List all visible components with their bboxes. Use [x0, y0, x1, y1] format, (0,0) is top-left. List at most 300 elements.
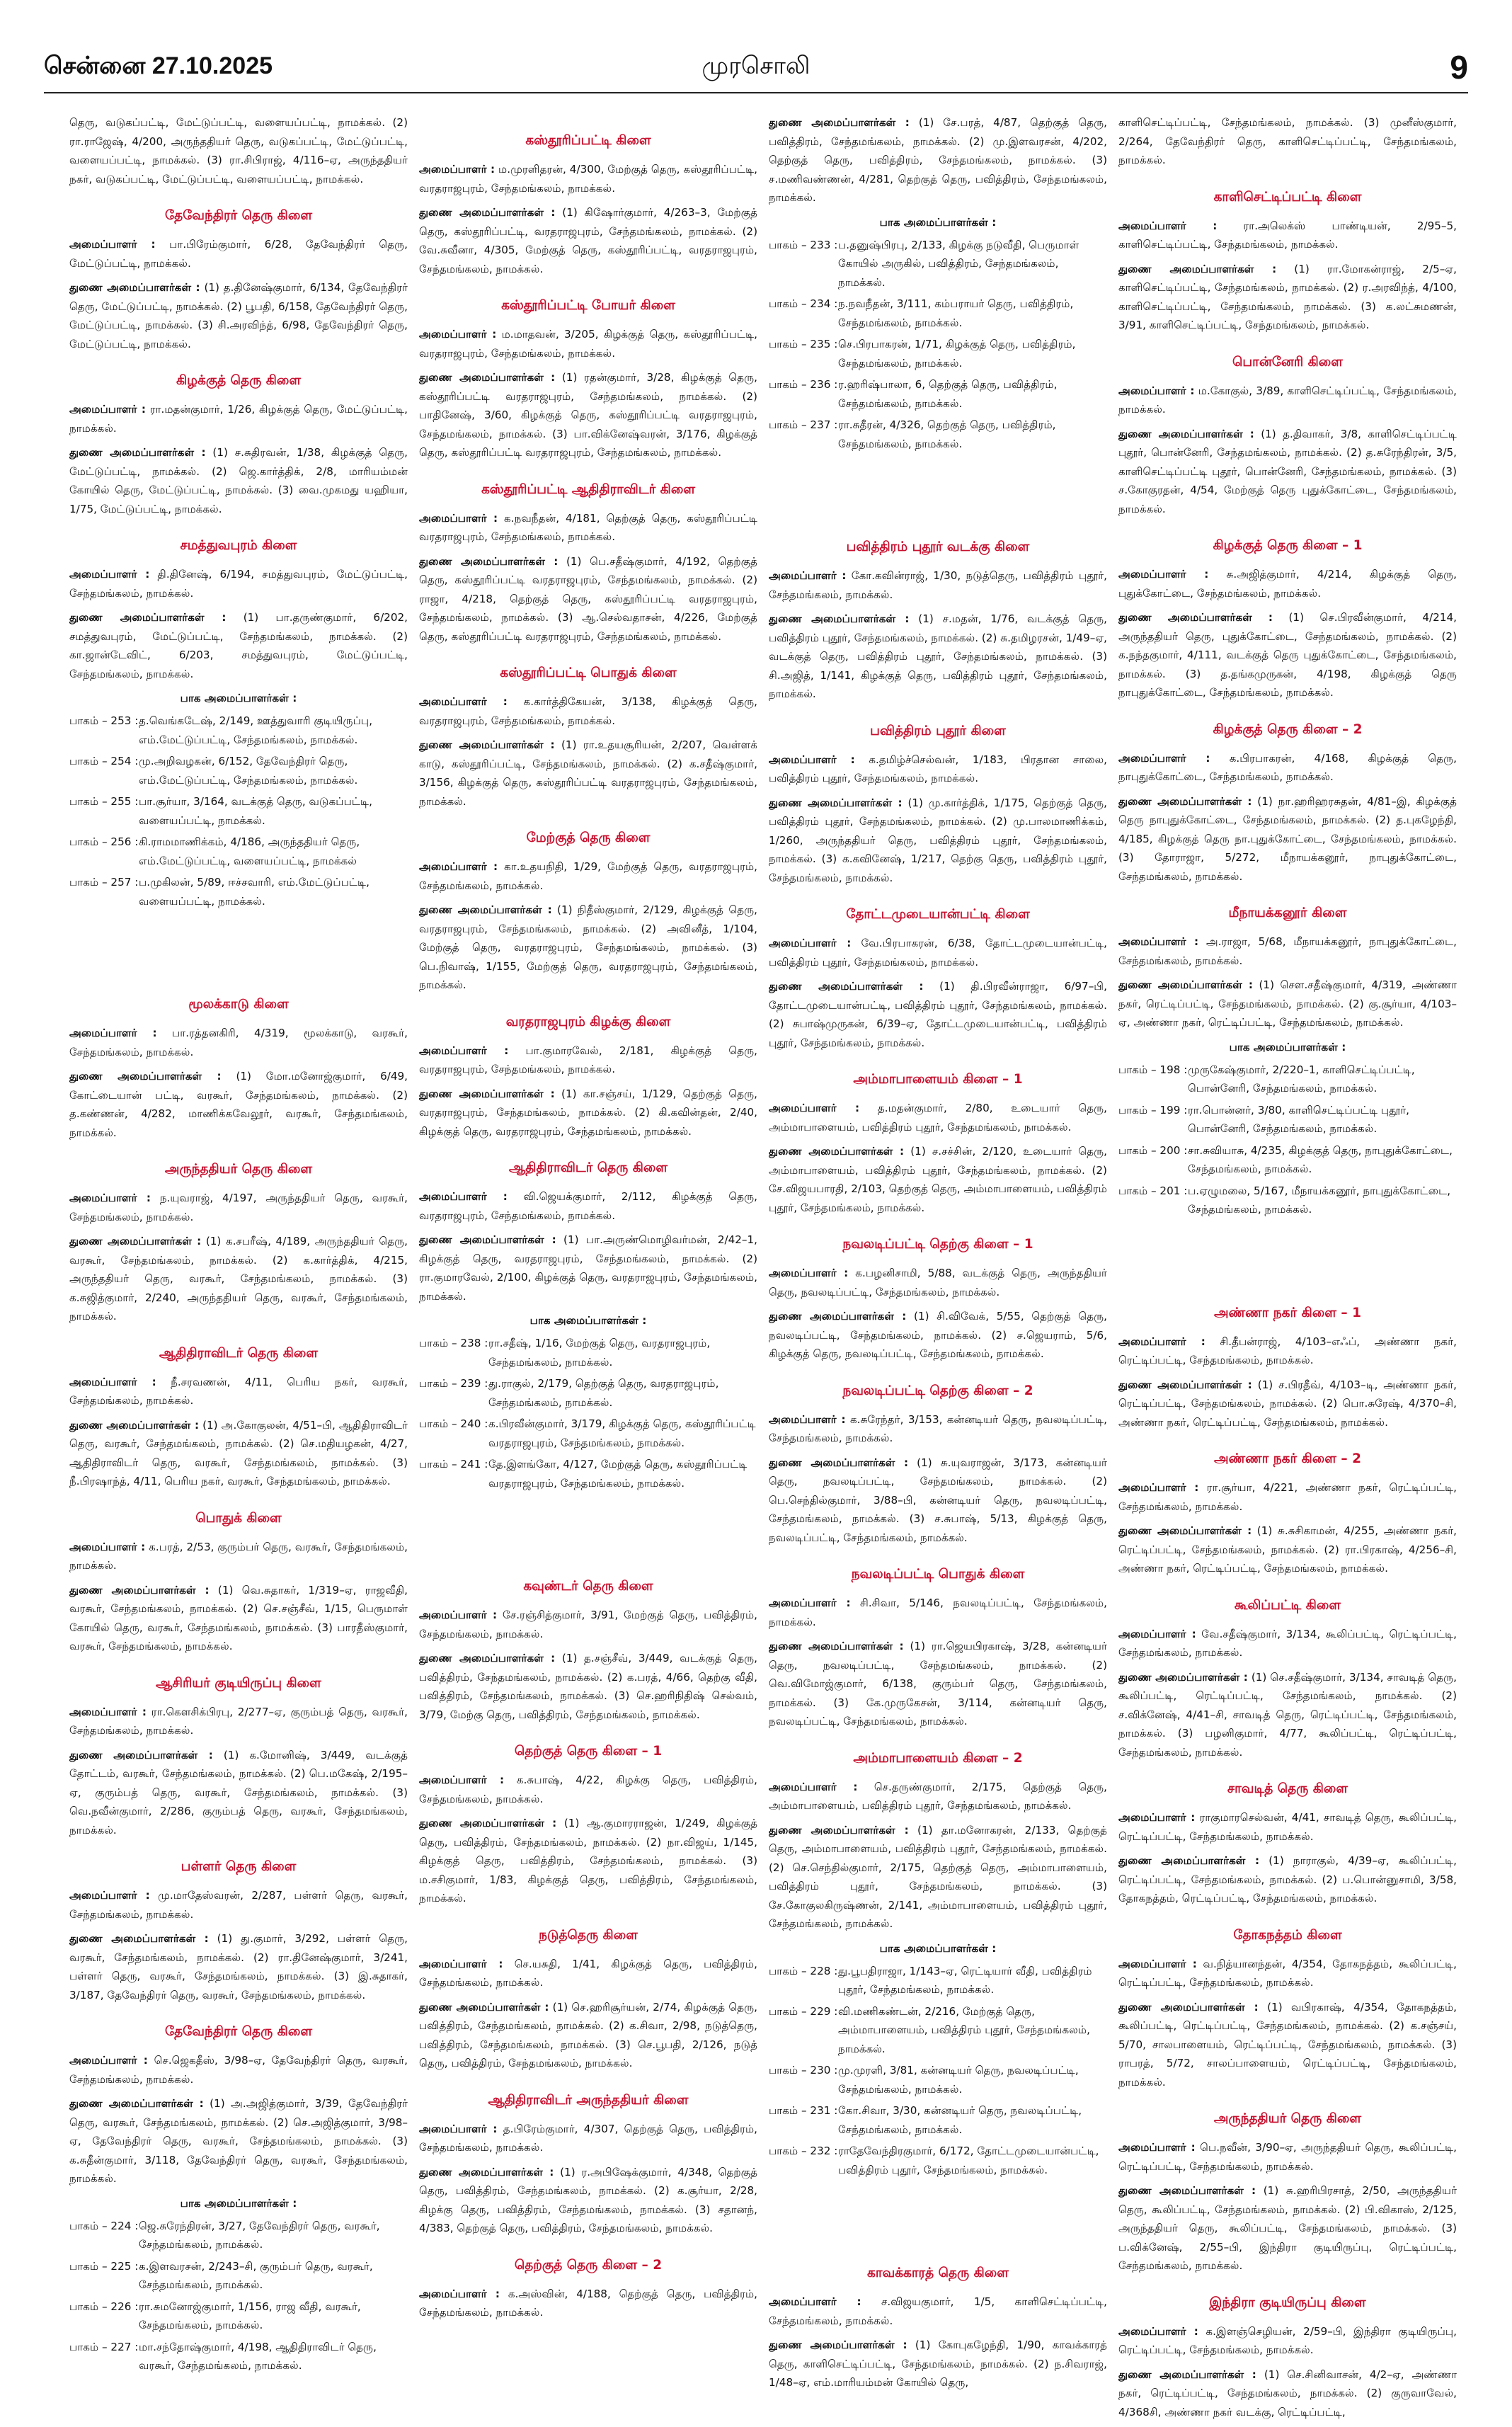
entry-paragraph — [769, 610, 1107, 704]
role-label: துணை அமைப்பாளர்கள் : — [419, 2000, 549, 2014]
member-details: (1) செ.ஹரிசூர்யன், 2/74, கிழக்குத் தெரு, பவித்திரம், சேந்தமங்கலம், நாமக்கல். (2) க.சிவா, 2/98, நடுத்தெரு, பவித்திரம், சேந்தமங்கலம், நாமக்கல். (3) செ.பூபதி, 2/126, நடுத் தெரு, பவித்திரம், சேந்தமங்கலம், நாமக்கல். — [419, 2000, 757, 2069]
role-label: அமைப்பாளர் : — [419, 2287, 500, 2300]
role-label: அமைப்பாளர் : — [419, 860, 498, 873]
booth-entry — [769, 1962, 1107, 1999]
member-details: (1) நிதீஸ்குமார், 2/129, கிழக்குத் தெரு, வரதராஜபுரம், சேந்தமங்கலம், நாமக்கல். (2) அவினீத், 1/104, மேற்குத் தெரு, வரதராஜபுரம், சேந்தமங்கலம், நாமக்கல். (3) பெ.நிவாஷ், 1/155, மேற்குத் தெரு, வரதராஜபுரம், சேந்தமங்கலம், நாமக்கல். — [419, 903, 757, 991]
member-details: பா.ரத்தனகிரி, 4/319, மூலக்காடு, வரகூர், சேந்தமங்கலம், நாமக்கல். — [69, 1027, 408, 1058]
branch-heading: சமத்துவபுரம் கிளை — [180, 538, 297, 553]
booth-entry — [769, 375, 1107, 413]
role-label: அமைப்பாளர் : — [419, 1957, 503, 1970]
section-subheading: பாக அமைப்பாளர்கள் : — [879, 1941, 997, 1955]
role-label: அமைப்பாளர் : — [769, 937, 852, 949]
entry-paragraph — [69, 1189, 408, 1226]
continued-text: தெரு, வடுகப்பட்டி, மேட்டுப்பட்டி, வளையப்பட்டி, நாமக்கல். (2) ரா.ராஜேஷ், 4/200, அருந்ததியர் தெரு, வடுகப்பட்டி, மேட்டுப்பட்டி, வளையப்பட்டி, நாமக்கல். (3) ரா.சிபிராஜ், 4/116–ஏ, அருந்ததியர் நகர், வடுகப்பட்டி, மேட்டுப்பட்டி, வளையப்பட்டி, நாமக்கல். — [69, 116, 408, 185]
member-details: (1) ரா.மோகன்ராஜ், 2/5–ஏ, காளிசெட்டிப்பட்டி, சேந்தமங்கலம், நாமக்கல். (2) ர.அரவிந்த், 4/100, காளிசெட்டிப்பட்டி, சேந்தமங்கலம், நாமக்கல். (3) க.லட்சுமணன், 3/91, காளிசெட்டிப்பட்டி, சேந்தமங்கலம், நாமக்கல். — [1118, 262, 1457, 331]
branch-heading: அம்மாபாளையம் கிளை – 1 — [853, 1072, 1023, 1087]
member-details: க.பரத், 2/53, குரும்பர் தெரு, வரகூர், சேந்தமங்கலம், நாமக்கல். — [69, 1540, 408, 1572]
booth-number: பாகம் – 231 : — [769, 2104, 838, 2117]
role-label: அமைப்பாளர் : — [769, 753, 855, 766]
member-details: சி.சிவா, 5/146, நவலடிப்பட்டி, சேந்தமங்கலம், நாமக்கல். — [769, 1597, 1107, 1628]
branch-heading: கஸ்தூரிப்பட்டி ஆதிதிராவிடர் கிளை — [481, 481, 696, 497]
booth-number: பாகம் – 232 : — [769, 2145, 838, 2157]
member-details: க.தமிழ்ச்செல்வன், 1/183, பிரதான சாலை, பவித்திரம் புதூர், சேந்தமங்கலம், நாமக்கல். — [769, 753, 1107, 784]
entry-paragraph — [1118, 2181, 1457, 2275]
newspaper-name: முரசொலி — [701, 52, 811, 80]
member-details: (1) மோ.மனோஜ்குமார், 6/49, கோட்டையான் பட்டி, வரகூர், சேந்தமங்கலம், நாமக்கல். (2) த.கண்ணன், 4/282, மாணிக்கவேலூர், வரகூர், சேந்தமங்கலம், நாமக்கல். — [69, 1070, 408, 1139]
branch-heading: நடுத்தெரு கிளை — [539, 1927, 638, 1943]
entry-paragraph — [769, 1821, 1107, 1934]
role-label: துணை அமைப்பாளர்கள் : — [769, 116, 910, 129]
member-details: க.சுபாஷ், 4/22, கிழக்கு தெரு, பவித்திரம், சேந்தமங்கலம், நாமக்கல். — [419, 1774, 757, 1805]
entry-paragraph — [419, 1085, 757, 1141]
booth-organiser: வி.மணிகண்டன், 2/216, மேற்குத் தெரு, அம்மாபாளையம், பவித்திரம் புதூர், சேந்தமங்கலம், நாமக்கல். — [838, 2004, 1090, 2055]
branch-heading: வரதராஜபுரம் கிழக்கு கிளை — [505, 1014, 671, 1029]
branch-heading: கிழக்குத் தெரு கிளை – 2 — [1213, 721, 1363, 737]
role-label: துணை அமைப்பாளர்கள் : — [69, 1748, 213, 1761]
role-label: துணை அமைப்பாளர்கள் : — [69, 281, 200, 294]
entry-paragraph — [769, 1778, 1107, 1815]
branch-heading: நவலடிப்பட்டி தெற்கு கிளை – 1 — [842, 1237, 1033, 1252]
branch-heading: அண்ணா நகர் கிளை – 2 — [1214, 1451, 1361, 1466]
entry-paragraph — [1118, 976, 1457, 1032]
role-label: துணை அமைப்பாளர்கள் : — [69, 1932, 209, 1945]
role-label: அமைப்பாளர் : — [69, 1540, 146, 1553]
entry-paragraph — [769, 1410, 1107, 1448]
booth-number: பாகம் – 241 : — [419, 1458, 488, 1471]
booth-organiser: ந.நவநீதன், 3/111, கம்பராயர் தெரு, பவித்திரம், சேந்தமங்கலம், நாமக்கல். — [838, 297, 1074, 329]
member-details: (1) ர.அபிஷேக்குமார், 4/348, தெற்குத் தெரு, பவித்திரம், சேந்தமங்கலம், நாமக்கல். (2) க.சூர்யா, 2/28, கிழக்கு தெரு, பவித்திரம், சேந்தமங்கலம், நாமக்கல். (3) சதானந், 4/383, தெற்குத் தெரு, பவித்திரம், சேந்தமங்கலம், நாமக்கல். — [419, 2165, 757, 2234]
booth-organiser: ப.தனுஷ்பிரபு, 2/133, கிழக்கு நடுவீதி, பெருமாள் கோயில் அருகில், பவித்திரம், சேந்தமங்கலம், நாமக்கல். — [838, 238, 1079, 289]
booth-entry — [1118, 1141, 1457, 1179]
role-label: அமைப்பாளர் : — [1118, 2141, 1196, 2154]
role-label: அமைப்பாளர் : — [419, 511, 498, 525]
branch-heading: தேவேந்திரர் தெரு கிளை — [164, 208, 313, 223]
entry-paragraph — [1118, 425, 1457, 519]
branch-heading: பவித்திரம் புதூர் கிளை — [870, 723, 1006, 738]
branch-heading: கூலிப்பட்டி கிளை — [1234, 1597, 1341, 1613]
member-details: (1) சே.பரத், 4/87, தெற்குத் தெரு, பவித்திரம், சேந்தமங்கலம், நாமக்கல். (2) மு.இளவரசன், 4/202, தெற்குத் தெரு, பவித்திரம், சேந்தமங்கலம், நாமக்கல். (3) ச.மணிவண்ணன், 4/281, தெற்குத் தெரு, பவித்திரம், சேந்தமங்கலம், நாமக்கல். — [769, 116, 1107, 204]
role-label: அமைப்பாளர் : — [419, 328, 497, 341]
booth-number: பாகம் – 226 : — [69, 2300, 139, 2313]
booth-organiser: ரா.பொன்னர், 3/80, காளிசெட்டிப்பட்டி புதூர், பொன்னேரி, சேந்தமங்கலம், நாமக்கல். — [1188, 1103, 1409, 1135]
booth-number: பாகம் – 236 : — [769, 378, 838, 391]
booth-entry — [1118, 1061, 1457, 1098]
member-details: (1) கிஷோர்குமார், 4/263–3, மேற்குத் தெரு, கஸ்தூரிப்பட்டி, வரதராஜபுரம், சேந்தமங்கலம், நாமக்கல். (2) வே.சுவீனா, 4/305, மேற்குத் தெரு, கஸ்தூரிப்பட்டி, வரதராஜபுரம், சேந்தமங்கலம், நாமக்கல். — [419, 206, 757, 275]
booth-number: பாகம் – 228 : — [769, 1964, 838, 1977]
booth-entry — [69, 2297, 408, 2335]
entry-paragraph — [419, 1998, 757, 2073]
entry-paragraph — [769, 1142, 1107, 1217]
booth-organiser: ரா.சுமனோஜ்குமார், 1/156, ராஜ வீதி, வரகூர், சேந்தமங்கலம், நாமக்கல். — [139, 2300, 361, 2331]
role-label: அமைப்பாளர் : — [69, 1705, 147, 1718]
role-label: அமைப்பாளர் : — [1118, 1811, 1196, 1824]
role-label: அமைப்பாளர் : — [419, 163, 496, 176]
member-details: (1) த.தினேஷ்குமார், 6/134, தேவேந்திரர் தெரு, மேட்டுப்பட்டி, நாமக்கல். (2) பூபதி, 6/158, தேவேந்திரர் தெரு, மேட்டுப்பட்டி, நாமக்கல். (3) சி.அரவிந்த், 6/98, தேவேந்திரர் தெரு, மேட்டுப்பட்டி, நாமக்கல். — [69, 281, 408, 350]
member-details: சே.ரஞ்சித்குமார், 3/91, மேற்குத் தெரு, பவித்திரம், சேந்தமங்கலம், நாமக்கல். — [419, 1609, 757, 1640]
role-label: அமைப்பாளர் : — [419, 695, 508, 708]
entry-paragraph — [69, 608, 408, 683]
role-label: அமைப்பாளர் : — [69, 1889, 150, 1902]
member-details: (1) தி.பிரவீன்ராஜா, 6/97–பி, தோட்டமுடையான்பட்டி, பவித்திரம் புதூர், சேந்தமங்கலம், நாமக்கல். (2) சுபாஷ்முருகன், 6/39–ஏ, தோட்டமுடையான்பட்டி, பவித்திரம் புதூர், சேந்தமங்கலம், நாமக்கல். — [769, 980, 1107, 1049]
entry-paragraph — [1118, 792, 1457, 886]
section-subheading: பாக அமைப்பாளர்கள் : — [1229, 1040, 1346, 1053]
booth-organiser: மா.சந்தோஷ்குமார், 4/198, ஆதிதிராவிடர் தெரு, வரகூர், சேந்தமங்கலம், நாமக்கல். — [139, 2340, 377, 2372]
member-details: சி.தீபன்ராஜ், 4/103–எஃப், அண்ணா நகர், ரெட்டிப்பட்டி, சேந்தமங்கலம், நாமக்கல். — [1118, 1335, 1457, 1366]
role-label: அமைப்பாளர் : — [69, 1375, 156, 1388]
role-label: அமைப்பாளர் : — [769, 1102, 860, 1114]
role-label: அமைப்பாளர் : — [419, 2122, 498, 2135]
booth-organiser: சா.சுவியாசு, 4/235, கிழக்குத் தெரு, நாபுதுக்கோட்டை, சேந்தமங்கலம், நாமக்கல். — [1188, 1143, 1453, 1175]
member-details: ரா.சூர்யா, 4/221, அண்ணா நகர், ரெட்டிப்பட்டி, சேந்தமங்கலம், நாமக்கல். — [1118, 1481, 1457, 1513]
booth-organiser: ரா.சுதீரன், 4/326, தெற்குத் தெரு, பவித்திரம், சேந்தமங்கலம், நாமக்கல். — [838, 418, 1056, 450]
role-label: அமைப்பாளர் : — [769, 1267, 849, 1279]
member-details: ச.விஜயகுமார், 1/5, காளிசெட்டிப்பட்டி, சேந்தமங்கலம், நாமக்கல். — [769, 2295, 1107, 2327]
booth-organiser: து.பூபதிராஜா, 1/143–ஏ, ரெட்டியார் வீதி, பவித்திரம் புதூர், சேந்தமங்கலம், நாமக்கல். — [838, 1964, 1092, 1996]
booth-entry — [69, 792, 408, 830]
role-label: துணை அமைப்பாளர்கள் : — [769, 980, 924, 993]
role-label: அமைப்பாளர் : — [69, 238, 156, 251]
booth-organiser: மு.அறிவழகன், 6/152, தேவேந்திரர் தெரு, எம்.மேட்டுப்பட்டி, சேந்தமங்கலம், நாமக்கல். — [139, 755, 358, 787]
booth-number: பாகம் – 240 : — [419, 1417, 488, 1430]
booth-entry — [769, 2101, 1107, 2139]
booth-number: பாகம் – 229 : — [769, 2004, 838, 2018]
role-label: அமைப்பாளர் : — [69, 1027, 157, 1039]
member-details: (1) ஆ.குமாரராஜன், 1/249, கிழக்குத் தெரு, பவித்திரம், சேந்தமங்கலம், நாமக்கல். (2) நா.விஜய், 1/145, கிழக்குத் தெரு, பவித்திரம், சேந்தமங்கலம், நாமக்கல். (3) ம.சசிகுமார், 1/83, கிழக்குத் தெரு, பவித்திரம், சேந்தமங்கலம், நாமக்கல். — [419, 1817, 757, 1905]
branch-heading: பவித்திரம் புதூர் வடக்கு கிளை — [846, 539, 1030, 554]
continued-text: காளிசெட்டிப்பட்டி, சேந்தமங்கலம், நாமக்கல். (3) முனீஸ்குமார், 2/264, தேவேந்திரர் தெரு, காளிசெட்டிப்பட்டி, சேந்தமங்கலம், நாமக்கல். — [1118, 116, 1457, 166]
member-details: (1) ச.சச்சின், 2/120, உடையார் தெரு, அம்மாபாளையம், பவித்திரம் புதூர், சேந்தமங்கலம், நாமக்கல். (2) சே.விஜயபாரதி, 2/103, தெற்குத் தெரு, அம்மாபாளையம், பவித்திரம் புதூர், சேந்தமங்கலம், நாமக்கல். — [769, 1145, 1107, 1214]
branch-heading: தெற்குத் தெரு கிளை – 2 — [514, 2257, 663, 2273]
entry-paragraph — [419, 1230, 757, 1306]
entry-paragraph — [1118, 1668, 1457, 1762]
section-subheading: பாக அமைப்பாளர்கள் : — [529, 1314, 647, 1327]
entry-paragraph — [769, 1264, 1107, 1301]
branch-heading: மீநாயக்கனூர் கிளை — [1228, 906, 1347, 920]
role-label: துணை அமைப்பாளர்கள் : — [1118, 1854, 1260, 1867]
role-label: துணை அமைப்பாளர்கள் : — [1118, 2184, 1256, 2197]
role-label: துணை அமைப்பாளர்கள் : — [419, 206, 556, 219]
booth-entry — [769, 335, 1107, 372]
masthead — [44, 42, 1468, 93]
member-details: (1) மு.கார்த்திக், 1/175, தெற்குத் தெரு, பவித்திரம் புதூர், சேந்தமங்கலம், நாமக்கல். (2) மு.பாலமாணிக்கம், 1/260, அருந்ததியர் தெரு, பவித்திரம் புதூர், சேந்தமங்கலம், நாமக்கல். (3) க.கவினேஷ், 1/217, தெற்கு தெரு, பவித்திரம் புதூர், சேந்தமங்கலம், நாமக்கல். — [769, 796, 1107, 884]
booth-organiser: ப.முகிலன், 5/89, ஈச்சவாரி, எம்.மேட்டுப்பட்டி, வளையப்பட்டி, நாமக்கல். — [139, 876, 370, 908]
role-label: அமைப்பாளர் : — [769, 1780, 858, 1793]
role-label: துணை அமைப்பாளர்கள் : — [769, 612, 910, 625]
branch-heading: தெற்குத் தெரு கிளை – 1 — [514, 1744, 663, 1759]
column-3 — [769, 113, 1107, 2398]
role-label: துணை அமைப்பாளர்கள் : — [1118, 1524, 1252, 1537]
booth-entry — [419, 1334, 757, 1371]
booth-entry — [769, 416, 1107, 453]
role-label: துணை அமைப்பாளர்கள் : — [1118, 2368, 1256, 2381]
booth-number: பாகம் – 235 : — [769, 338, 838, 350]
entry-paragraph — [1118, 1625, 1457, 1662]
member-details: (1) து.குமார், 3/292, பள்ளர் தெரு, வரகூர், சேந்தமங்கலம், நாமக்கல். (2) ரா.தினேஷ்குமார், 3/241, பள்ளர் தெரு, வரகூர், சேந்தமங்கலம், நாமக்கல். (3) இ.சுதாகர், 3/187, தேவேந்திரர் தெரு, வரகூர், சேந்தமங்கலம், நாமக்கல். — [69, 1932, 408, 2001]
booth-entry — [69, 2217, 408, 2254]
member-details: தி.தினேஷ், 6/194, சமத்துவபுரம், மேட்டுப்பட்டி, சேந்தமங்கலம், நாமக்கல். — [69, 568, 408, 600]
branch-heading: அருந்ததியர் தெரு கிளை — [164, 1162, 313, 1177]
entry-paragraph — [1118, 217, 1457, 254]
branch-heading: தேவேந்திரர் தெரு கிளை — [164, 2024, 313, 2039]
entry-paragraph — [1118, 608, 1457, 702]
member-details: (1) சு.யுவராஜன், 3/173, கன்னடியர் தெரு, நவலடிப்பட்டி, சேந்தமங்கலம், நாமக்கல். (2) பெ.செந்தில்குமார், 3/88–பி, கன்னடியர் தெரு, நவலடிப்பட்டி, சேந்தமங்கலம், நாமக்கல். (3) ச.சுபாஷ், 5/13, கிழக்குத் தெரு, நவலடிப்பட்டி, சேந்தமங்கலம், நாமக்கல். — [769, 1456, 1107, 1544]
member-details: (1) அ.கோகுலன், 4/51–பி, ஆதிதிராவிடர் தெரு, வரகூர், சேந்தமங்கலம், நாமக்கல். (2) செ.மதியழகன், 4/27, ஆதிதிராவிடர் தெரு, வரகூர், சேந்தமங்கலம், நாமக்கல். (3) நீ.பிரஷாந்த், 4/11, பெரிய நகர், வரகூர், சேந்தமங்கலம், நாமக்கல். — [69, 1418, 408, 1487]
branch-heading: காவக்காரத் தெரு கிளை — [867, 2266, 1009, 2280]
booth-entry — [69, 2257, 408, 2295]
role-label: அமைப்பாளர் : — [1118, 935, 1199, 948]
member-details: வே.சதீஷ்குமார், 3/134, கூலிப்பட்டி, ரெட்டிப்பட்டி, சேந்தமங்கலம், நாமக்கல். — [1118, 1627, 1457, 1659]
column-gap — [769, 2182, 1107, 2246]
entry-paragraph — [69, 443, 408, 518]
member-details: மு.மாதேஸ்வரன், 2/287, பள்ளர் தெரு, வரகூர், சேந்தமங்கலம், நாமக்கல். — [69, 1889, 408, 1921]
member-details: (1) ரா.உதயசூரியன், 2/207, வெள்ளக் காடு, கஸ்தூரிப்பட்டி, சேந்தமங்கலம், நாமக்கல். (2) க.சதீஷ்குமார், 3/156, கிழக்குத் தெரு, கஸ்தூரிப்பட்டி வரதராஜபுரம், சேந்தமங்கலம், நாமக்கல். — [419, 738, 757, 808]
booth-organiser: ரா.சதீஷ், 1/16, மேற்குத் தெரு, வரதராஜபுரம், சேந்தமங்கலம், நாமக்கல். — [488, 1337, 711, 1369]
column-gap — [69, 913, 408, 977]
column-4 — [1118, 113, 1457, 2427]
role-label: துணை அமைப்பாளர்கள் : — [69, 611, 227, 624]
entry-paragraph — [69, 1581, 408, 1656]
entry-paragraph — [419, 2163, 757, 2238]
member-details: க.அஸ்வின், 4/188, தெற்குத் தெரு, பவித்திரம், சேந்தமங்கலம், நாமக்கல். — [419, 2287, 757, 2319]
booth-number: பாகம் – 255 : — [69, 795, 139, 808]
role-label: அமைப்பாளர் : — [769, 1597, 851, 1609]
column-gap — [419, 1495, 757, 1559]
branch-heading: இந்திரா குடியிருப்பு கிளை — [1209, 2295, 1366, 2310]
role-label: துணை அமைப்பாளர்கள் : — [769, 1823, 909, 1837]
member-details: (1) சி.விவேக், 5/55, தெற்குத் தெரு, நவலடிப்பட்டி, சேந்தமங்கலம், நாமக்கல். (2) ச.ஜெயராம், 5/6, கிழக்குத் தெரு, நவலடிப்பட்டி, சேந்தமங்கலம், நாமக்கல். — [769, 1310, 1107, 1360]
entry-paragraph — [69, 1746, 408, 1840]
role-label: துணை அமைப்பாளர்கள் : — [419, 1087, 555, 1100]
entry-paragraph — [1118, 2138, 1457, 2176]
member-details: வி.ஜெயக்குமார், 2/112, கிழக்குத் தெரு, வரதராஜபுரம், சேந்தமங்கலம், நாமக்கல். — [419, 1190, 757, 1222]
branch-heading: கஸ்தூரிப்பட்டி போயர் கிளை — [501, 298, 675, 313]
entry-paragraph — [419, 325, 757, 362]
entry-paragraph — [69, 235, 408, 273]
role-label: அமைப்பாளர் : — [1118, 568, 1209, 581]
booth-organiser: ஜெ.சுரேந்திரன், 3/27, தேவேந்திரர் தெரு, வரகூர், சேந்தமங்கலம், நாமக்கல். — [139, 2219, 380, 2251]
member-details: ம.முரளிதரன், 4/300, மேற்குத் தெரு, கஸ்தூரிப்பட்டி, வரதராஜபுரம், சேந்தமங்கலம், நாமக்கல். — [419, 163, 757, 195]
entry-paragraph — [419, 901, 757, 995]
member-details: (1) செ.சதீஷ்குமார், 3/134, சாவடித் தெரு, கூலிப்பட்டி, ரெட்டிப்பட்டி, சேந்தமங்கலம், நாமக்கல். (2) ச.விக்னேஷ், 4/41–சி, சாவடித் தெரு, ரெட்டிப்பட்டி, சேந்தமங்கலம், நாமக்கல். (3) பழனிகுமார், 4/77, கூலிப்பட்டி, ரெட்டிப்பட்டி, சேந்தமங்கலம், நாமக்கல். — [1118, 1670, 1457, 1759]
role-label: துணை அமைப்பாளர்கள் : — [69, 1235, 202, 1247]
booth-number: பாகம் – 239 : — [419, 1377, 488, 1390]
entry-paragraph — [419, 1955, 757, 1992]
role-label: துணை அமைப்பாளர்கள் : — [769, 1456, 909, 1469]
entry-paragraph — [1118, 565, 1457, 603]
role-label: துணை அமைப்பாளர்கள் : — [419, 554, 559, 568]
booth-number: பாகம் – 225 : — [69, 2259, 139, 2273]
booth-organiser: ர.ஹரிஷ்பாலா, 6, தெற்குத் தெரு, பவித்திரம், சேந்தமங்கலம், நாமக்கல். — [838, 378, 1058, 410]
entry-paragraph — [769, 750, 1107, 788]
entry-paragraph — [1118, 932, 1457, 970]
booth-entry — [69, 833, 408, 870]
member-details: (1) அ.அஜித்குமார், 3/39, தேவேந்திரர் தெரு, வரகூர், சேந்தமங்கலம், நாமக்கல். (2) செ.அஜித்குமார், 3/98–ஏ, தேவேந்திரர் தெரு, வரகூர், சேந்தமங்கலம், நாமக்கல். (3) க.சுதீன்குமார், 3/118, தேவேந்திரர் தெரு, வரகூர், சேந்தமங்கலம், நாமக்கல். — [69, 2097, 408, 2185]
section-subheading: பாக அமைப்பாளர்கள் : — [180, 2196, 297, 2210]
branch-heading: நவலடிப்பட்டி பொதுக் கிளை — [851, 1567, 1025, 1582]
role-label: அமைப்பாளர் : — [1118, 1957, 1197, 1970]
booth-number: பாகம் – 230 : — [769, 2064, 838, 2077]
entry-paragraph — [769, 934, 1107, 971]
member-details: கோ.கவின்ராஜ், 1/30, நடுத்தெரு, பவித்திரம் புதூர், சேந்தமங்கலம், நாமக்கல். — [769, 569, 1107, 601]
role-label: துணை அமைப்பாளர்கள் : — [69, 1418, 200, 1432]
member-details: (1) ச.பிரதீவ், 4/103–டி, அண்ணா நகர், ரெட்டிப்பட்டி, சேந்தமங்கலம், நாமக்கல். (2) பொ.சுரேஷ், 4/370–சி, அண்ணா நகர், ரெட்டிப்பட்டி, சேந்தமங்கலம், நாமக்கல். — [1118, 1378, 1457, 1429]
booth-organiser: கி.ராமமாணிக்கம், 4/186, அருந்ததியர் தெரு, எம்.மேட்டுப்பட்டி, வளையப்பட்டி, நாமக்கல் — [139, 835, 360, 867]
member-details: (1) தா.மனோகரன், 2/133, தெற்குத் தெரு, அம்மாபாளையம், பவித்திரம் புதூர், சேந்தமங்கலம், நாமக்கல். (2) செ.செந்தில்குமார், 2/175, தெற்குத் தெரு, அம்மாபாளையம், பவித்திரம் புதூர், சேந்தமங்கலம், நாமக்கல். (3) சே.கோகுலகிருஷ்ணன், 2/141, அம்மாபாளையம், பவித்திரம் புதூர், சேந்தமங்கலம், நாமக்கல். — [769, 1823, 1107, 1930]
entry-paragraph — [1118, 749, 1457, 787]
entry-paragraph — [1118, 1478, 1457, 1516]
entry-paragraph — [1118, 1998, 1457, 2092]
entry-paragraph — [769, 1594, 1107, 1631]
entry-paragraph — [769, 1307, 1107, 1364]
entry-paragraph — [769, 1454, 1107, 1548]
member-details: அ.ராஜா, 5/68, மீநாயக்கனூர், நாபுதுக்கோட்டை, சேந்தமங்கலம், நாமக்கல். — [1118, 935, 1457, 967]
role-label: துணை அமைப்பாளர்கள் : — [769, 1310, 907, 1323]
entry-paragraph — [769, 113, 1107, 207]
edition-date: சென்னை 27.10.2025 — [44, 52, 273, 79]
member-details: செ.தருண்குமார், 2/175, தெற்குத் தெரு, அம்மாபாளையம், பவித்திரம் புதூர், சேந்தமங்கலம், நாமக்கல். — [769, 1780, 1107, 1812]
entry-paragraph — [769, 794, 1107, 888]
booth-organiser: ப.ஏழுமலை, 5/167, மீநாயக்கனூர், நாபுதுக்கோட்டை, சேந்தமங்கலம், நாமக்கல். — [1188, 1184, 1451, 1216]
entry-paragraph — [419, 203, 757, 278]
role-label: துணை அமைப்பாளர்கள் : — [1118, 262, 1277, 275]
branch-heading: தோட்டமுடையான்பட்டி கிளை — [846, 907, 1030, 922]
entry-paragraph — [419, 1187, 757, 1225]
member-details: சு.அஜித்குமார், 4/214, கிழக்குத் தெரு, புதுக்கோட்டை, சேந்தமங்கலம், நாமக்கல். — [1118, 568, 1457, 600]
branch-heading: ஆதிதிராவிடர் அருந்ததியர் கிளை — [488, 2092, 689, 2108]
member-details: (1) த.சஞ்சீவ், 3/449, வடக்குத் தெரு, பவித்திரம், சேந்தமங்கலம், நாமக்கல். (2) க.பரத், 4/66, தெற்கு வீதி, பவித்திரம், சேந்தமங்கலம், நாமக்கல். (3) செ.ஹரிநிதிஷ் செல்வம், 3/79, மேற்கு தெரு, பவித்திரம், சேந்தமங்கலம், நாமக்கல். — [419, 1652, 757, 1721]
booth-number: பாகம் – 234 : — [769, 297, 838, 310]
role-label: அமைப்பாளர் : — [69, 568, 150, 581]
role-label: துணை அமைப்பாளர்கள் : — [1118, 611, 1273, 624]
booth-organiser: பா.சூர்யா, 3/164, வடக்குத் தெரு, வடுகப்பட்டி, வளையப்பட்டி, நாமக்கல். — [139, 795, 372, 827]
entry-paragraph — [769, 1637, 1107, 1731]
member-details: (1) கா.சஞ்சய், 1/129, தெற்குத் தெரு, வரதராஜபுரம், சேந்தமங்கலம், நாமக்கல். (2) கி.கவின்தன், 2/40, கிழக்குத் தெரு, வரதராஜபுரம், சேந்தமங்கலம், நாமக்கல். — [419, 1087, 757, 1138]
member-details: (1) சு.ஹரிபிரசாத், 2/50, அருந்ததியர் தெரு, கூலிப்பட்டி, சேந்தமங்கலம், நாமக்கல். (2) பி.விகாஸ், 2/125, அருந்ததியர் தெரு, கூலிப்பட்டி, சேந்தமங்கலம், நாமக்கல். (3) ப.விக்னேஷ், 2/55–பி, இந்திரா குடியிருப்பு, ரெட்டிப்பட்டி, சேந்தமங்கலம், நாமக்கல். — [1118, 2184, 1457, 2272]
column-1 — [69, 113, 408, 2378]
member-details: ம.மாதவன், 3/205, கிழக்குத் தெரு, கஸ்தூரிப்பட்டி, வரதராஜபுரம், சேந்தமங்கலம், நாமக்கல். — [419, 328, 757, 360]
branch-heading: தோகநத்தம் கிளை — [1233, 1927, 1342, 1943]
entry-paragraph — [69, 565, 408, 603]
member-details: கா.உதயநிதி, 1/29, மேற்குத் தெரு, வரதராஜபுரம், சேந்தமங்கலம், நாமக்கல். — [419, 860, 757, 892]
entry-paragraph — [419, 1814, 757, 1908]
member-details: வே.பிரபாகரன், 6/38, தோட்டமுடையான்பட்டி, பவித்திரம் புதூர், சேந்தமங்கலம், நாமக்கல். — [769, 937, 1107, 969]
member-details: (1) வெ.சுதாகர், 1/319–ஏ, ராஜவீதி, வரகூர், சேந்தமங்கலம், நாமக்கல். (2) செ.சஞ்சீவ், 1/15, பெருமாள் கோயில் தெரு, வரகூர், சேந்தமங்கலம், நாமக்கல். (3) பாரதீஸ்குமார், வரகூர், சேந்தமங்கலம், நாமக்கல். — [69, 1583, 408, 1652]
entry-paragraph — [419, 1649, 757, 1724]
member-details: (1) க.மோனிஷ், 3/449, வடக்குத் தோட்டம், வரகூர், சேந்தமங்கலம், நாமக்கல். (2) பெ.மகேஷ், 2/195–ஏ, குரும்பத் தெரு, வரகூர், சேந்தமங்கலம், நாமக்கல். (3) வெ.நவீன்குமார், 2/286, குரும்பத் தெரு, வரகூர், சேந்தமங்கலம், நாமக்கல். — [69, 1748, 408, 1837]
member-details: க.சுரேந்தர், 3/153, கன்னடியர் தெரு, நவலடிப்பட்டி, சேந்தமங்கலம், நாமக்கல். — [769, 1412, 1107, 1444]
role-label: துணை அமைப்பாளர்கள் : — [769, 796, 903, 809]
member-details: (1) பா.அருண்மொழிவர்மன், 2/42–1, கிழக்குத் தெரு, வரதராஜபுரம், சேந்தமங்கலம், நாமக்கல். (2) ரா.குமாரவேல், 2/100, கிழக்குத் தெரு, வரதராஜபுரம், சேந்தமங்கலம், நாமக்கல். — [419, 1233, 757, 1303]
role-label: அமைப்பாளர் : — [419, 1774, 505, 1786]
member-details: நீ.சரவணன், 4/11, பெரிய நகர், வரகூர், சேந்தமங்கலம், நாமக்கல். — [69, 1375, 408, 1407]
role-label: துணை அமைப்பாளர்கள் : — [69, 1070, 222, 1083]
role-label: அமைப்பாளர் : — [69, 1192, 151, 1204]
role-label: துணை அமைப்பாளர்கள் : — [419, 738, 555, 751]
entry-paragraph — [69, 2051, 408, 2089]
role-label: அமைப்பாளர் : — [419, 1609, 498, 1621]
member-details: க.நவநீதன், 4/181, தெற்குத் தெரு, கஸ்தூரிப்பட்டி வரதராஜபுரம், சேந்தமங்கலம், நாமக்கல். — [419, 511, 757, 543]
member-details: க.பழனிசாமி, 5/88, வடக்குத் தெரு, அருந்ததியர் தெரு, நவலடிப்பட்டி, சேந்தமங்கலம், நாமக்கல். — [769, 1267, 1107, 1298]
member-details: க.இளஞ்செழியன், 2/59–பி, இந்திரா குடியிருப்பு, ரெட்டிப்பட்டி, சேந்தமங்கலம், நாமக்கல். — [1118, 2324, 1457, 2356]
branch-heading: காளிசெட்டிப்பட்டி கிளை — [1213, 189, 1362, 205]
entry-paragraph — [769, 566, 1107, 604]
member-details: க.கார்த்திகேயன், 3/138, கிழக்குத் தெரு, வரதராஜபுரம், சேந்தமங்கலம், நாமக்கல். — [419, 695, 757, 727]
role-label: துணை அமைப்பாளர்கள் : — [419, 1233, 556, 1246]
entry-paragraph — [419, 509, 757, 547]
member-details: ம.கோகுல், 3/89, காளிசெட்டிப்பட்டி, சேந்தமங்கலம், நாமக்கல். — [1118, 384, 1457, 416]
section-subheading: பாக அமைப்பாளர்கள் : — [180, 692, 297, 704]
member-details: பெ.நவீன், 3/90–ஏ, அருந்ததியர் தெரு, கூலிப்பட்டி, ரெட்டிப்பட்டி, சேந்தமங்கலம், நாமக்கல். — [1118, 2141, 1457, 2173]
entry-paragraph — [419, 1606, 757, 1643]
entry-paragraph — [419, 2120, 757, 2157]
entry-paragraph — [769, 977, 1107, 1052]
member-details: (1) ரதன்குமார், 3/28, கிழக்குத் தெரு, கஸ்தூரிப்பட்டி வரதராஜபுரம், சேந்தமங்கலம், நாமக்கல். (2) பாதினேஷ், 3/60, கிழக்குத் தெரு, கஸ்தூரிப்பட்டி வரதராஜபுரம், சேந்தமங்கலம், நாமக்கல். (3) பா.விக்னேஷ்வரன், 3/176, கிழக்குத் தெரு, கஸ்தூரிப்பட்டி வரதராஜபுரம், சேந்தமங்கலம், நாமக்கல். — [419, 371, 757, 459]
entry-paragraph — [1118, 113, 1457, 170]
booth-organiser: கோ.சிவா, 3/30, கன்னடியர் தெரு, நவலடிப்பட்டி, சேந்தமங்கலம், நாமக்கல். — [838, 2104, 1082, 2136]
member-details: (1) செ.சினிவாசன், 4/2–ஏ, அண்ணா நகர், ரெட்டிப்பட்டி, சேந்தமங்கலம், நாமக்கல். (2) குருவாவேல், 4/368சி, அண்ணா நகர் வடக்கு, ரெட்டிப்பட்டி, — [1118, 2368, 1457, 2419]
booth-entry — [69, 873, 408, 910]
booth-entry — [769, 2002, 1107, 2059]
branch-heading: ஆதிதிராவிடர் தெரு கிளை — [508, 1160, 668, 1175]
member-details: (1) சு.சுசிகாமன், 4/255, அண்ணா நகர், ரெட்டிப்பட்டி, சேந்தமங்கலம், நாமக்கல். (2) ரா.பிரகாஷ், 4/256–சி, அண்ணா நகர், ரெட்டிப்பட்டி, சேந்தமங்கலம், நாமக்கல். — [1118, 1524, 1457, 1575]
branch-heading: மூலக்காடு கிளை — [188, 997, 289, 1012]
role-label: அமைப்பாளர் : — [1118, 2324, 1198, 2338]
entry-paragraph — [1118, 1955, 1457, 1992]
role-label: துணை அமைப்பாளர்கள் : — [769, 2339, 907, 2351]
entry-paragraph — [419, 368, 757, 462]
role-label: அமைப்பாளர் : — [1118, 751, 1210, 765]
entry-paragraph — [419, 552, 757, 646]
member-details: (1) ச.சுதிரவன், 1/38, கிழக்குத் தெரு, மேட்டுப்பட்டி, நாமக்கல். (2) ஜெ.கார்த்திக், 2/8, மாரியம்மன் கோயில் தெரு, மேட்டுப்பட்டி, நாமக்கல். (3) வை.முகமது யஹியா, 1/75, மேட்டுப்பட்டி, நாமக்கல். — [69, 446, 408, 515]
branch-heading: ஆசிரியர் குடியிருப்பு கிளை — [156, 1675, 321, 1691]
branch-heading: அண்ணா நகர் கிளை – 1 — [1214, 1305, 1361, 1320]
branch-heading: கிழக்குத் தெரு கிளை — [176, 373, 302, 388]
booth-entry — [769, 2142, 1107, 2179]
branch-heading: ஆதிதிராவிடர் தெரு கிளை — [159, 1345, 319, 1361]
entry-paragraph — [69, 1538, 408, 1575]
entry-paragraph — [69, 2094, 408, 2188]
role-label: துணை அமைப்பாளர்கள் : — [769, 1640, 904, 1652]
role-label: அமைப்பாளர் : — [769, 1412, 846, 1426]
entry-paragraph — [69, 1703, 408, 1740]
entry-paragraph — [1118, 1808, 1457, 1846]
entry-paragraph — [69, 113, 408, 188]
branch-heading: அருந்ததியர் தெரு கிளை — [1213, 2111, 1362, 2126]
column-gap — [769, 456, 1107, 520]
member-details: (1) செள.சதீஷ்குமார், 4/319, அண்ணா நகர், ரெட்டிப்பட்டி, சேந்தமங்கலம், நாமக்கல். (2) கு.சூர்யா, 4/103–ஏ, அண்ணா நகர், ரெட்டிப்பட்டி, சேந்தமங்கலம், நாமக்கல். — [1118, 978, 1457, 1029]
role-label: துணை அமைப்பாளர்கள் : — [419, 2165, 554, 2178]
booth-organiser: மு.முரளி, 3/81, கன்னடியர் தெரு, நவலடிப்பட்டி, சேந்தமங்கலம், நாமக்கல். — [838, 2064, 1079, 2096]
entry-paragraph — [419, 857, 757, 895]
member-details: (1) வபிரகாஷ், 4/354, தோகநத்தம், கூலிப்பட்டி, ரெட்டிப்பட்டி, சேந்தமங்கலம், நாமக்கல். (2) க.சஞ்சய், 5/70, சாலபாளையம், ரெட்டிப்பட்டி, சேந்தமங்கலம், நாமக்கல். (3) ராபரத், 5/72, சாலப்பாளையம், ரெட்டிப்பட்டி, சேந்தமங்கலம், நாமக்கல். — [1118, 2000, 1457, 2089]
booth-number: பாகம் – 257 : — [69, 876, 139, 889]
role-label: அமைப்பாளர் : — [1118, 219, 1218, 232]
role-label: துணை அமைப்பாளர்கள் : — [1118, 978, 1253, 991]
role-label: துணை அமைப்பாளர்கள் : — [769, 1145, 905, 1158]
member-details: (1) செ.பிரவீன்குமார், 4/214, அருந்ததியர் தெரு, புதுக்கோட்டை, சேந்தமங்கலம், நாமக்கல். (2) க.நந்தகுமார், 4/111, வடக்குத் தெரு புதுக்கோட்டை, சேந்தமங்கலம், நாமக்கல். (3) த.தங்கமுருகன், 4/198, கிழக்குத் தெரு நாபுதுக்கோட்டை, சேந்தமங்கலம், நாமக்கல். — [1118, 611, 1457, 699]
role-label: துணை அமைப்பாளர்கள் : — [419, 371, 556, 384]
booth-number: பாகம் – 237 : — [769, 418, 838, 431]
branch-heading: மேற்குத் தெரு கிளை — [526, 830, 651, 845]
booth-number: பாகம் – 227 : — [69, 2340, 139, 2353]
page-number: 9 — [1450, 49, 1468, 86]
branch-heading: பொதுக் கிளை — [195, 1510, 282, 1526]
role-label: துணை அமைப்பாளர்கள் : — [419, 903, 552, 916]
entry-paragraph — [419, 160, 757, 198]
member-details: ரா.கௌசிக்பிரபு, 2/277–ஏ, குரும்பத் தெரு, வரகூர், சேந்தமங்கலம், நாமக்கல். — [69, 1705, 408, 1737]
branch-heading: கஸ்தூரிப்பட்டி கிளை — [525, 133, 651, 148]
booth-number: பாகம் – 253 : — [69, 714, 139, 727]
